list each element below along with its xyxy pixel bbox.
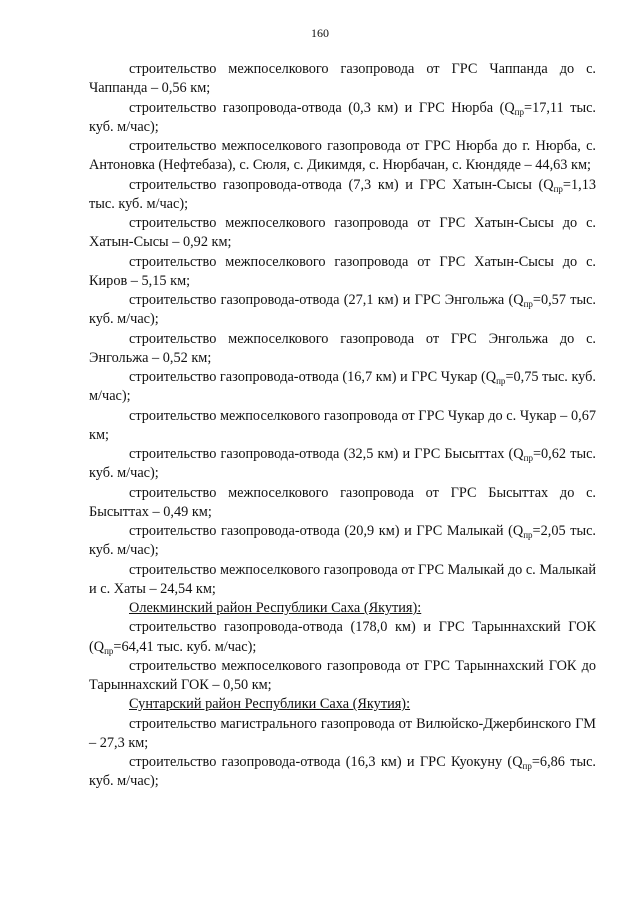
list-item (89, 484, 596, 523)
list-item (89, 137, 596, 176)
list-item (89, 368, 596, 407)
paragraph-text: строительство газопровода-отвода (0,3 км) и ГРС Нюрба (Q (129, 99, 515, 116)
list-item (89, 657, 596, 696)
paragraph-text: строительство межпоселкового газопровода от ГРС Хатын-Сысы до с. Хатын-Сысы – 0,92 км; (89, 215, 596, 251)
list-item (89, 330, 596, 369)
list-item (89, 522, 596, 561)
paragraph-text: строительство межпоселкового газопровода от ГРС Чукар до с. Чукар – 0,67 км; (89, 407, 596, 443)
list-item (89, 253, 596, 292)
paragraph-text: Сунтарский район Республики Саха (Якутия): (129, 696, 411, 713)
list-item (89, 715, 596, 754)
list-item (89, 214, 596, 253)
paragraph-text: строительство газопровода-отвода (16,7 км) и ГРС Чукар (Q (129, 369, 497, 385)
subscript-label: пр (104, 645, 114, 656)
paragraph-text: =17,11 тыс. куб. м/час); (89, 99, 596, 135)
subscript-label: пр (523, 453, 533, 463)
paragraph-text: =1,13 тыс. куб. м/час); (89, 176, 596, 212)
paragraph-text: =2,05 тыс. куб. м/час); (89, 523, 596, 559)
paragraph-text: строительство газопровода-отвода (27,1 км) и ГРС Энгольжа (Q (129, 292, 524, 308)
paragraph-text: строительство магистрального газопровода от Вилюйско-Джербинского ГМ – 27,3 км; (89, 715, 596, 751)
list-item (89, 99, 596, 138)
paragraph-text: =64,41 тыс. куб. м/час); (113, 638, 257, 655)
paragraph-text: строительство межпоселкового газопровода от ГРС Хатын-Сысы до с. Киров – 5,15 км; (89, 253, 596, 289)
paragraph-text: строительство межпоселкового газопровода от ГРС Нюрба до г. Нюрба, с. Антоновка (Нефтебаза), с. Сюля, с. Дикимдя, с. Нюрбачан, с. Кюндяде – 44,63 км; (89, 138, 596, 174)
paragraph-text: строительство газопровода-отвода (16,3 км) и ГРС Куокуну (Q (129, 754, 523, 770)
section-heading (89, 599, 596, 618)
paragraph-text: Олекминский район Республики Саха (Якутия): (129, 600, 422, 616)
subscript-label: пр (522, 761, 532, 771)
list-item (89, 753, 596, 792)
list-item (89, 618, 596, 657)
paragraph-text: строительство межпоселкового газопровода от ГРС Малыкай до с. Малыкай и с. Хаты – 24,54 км; (89, 561, 596, 597)
section-heading (89, 695, 596, 714)
paragraph-text: строительство межпоселкового газопровода от ГРС Энгольжа до с. Энгольжа – 0,52 км; (89, 330, 596, 366)
subscript-label: пр (523, 299, 533, 309)
subscript-label: пр (514, 106, 524, 117)
subscript-label: пр (523, 530, 533, 540)
subscript-label: пр (553, 183, 563, 194)
list-item (89, 176, 596, 215)
paragraph-text: строительство газопровода-отвода (7,3 км) и ГРС Хатын-Сысы (Q (129, 176, 554, 193)
subscript-label: пр (496, 376, 506, 386)
paragraph-text: строительство газопровода-отвода (178,0 км) и ГРС Тарыннахский ГОК (Q (89, 619, 596, 655)
paragraph-text: строительство газопровода-отвода (32,5 км) и ГРС Бысыттах (Q (129, 446, 524, 462)
list-item (89, 407, 596, 446)
document-body (89, 60, 596, 792)
list-item (89, 60, 596, 99)
list-item (89, 445, 596, 484)
page-number: 160 (311, 26, 329, 40)
paragraph-text: =0,75 тыс. куб. м/час); (89, 369, 596, 405)
paragraph-text: =6,86 тыс. куб. м/час); (89, 754, 597, 790)
paragraph-text: строительство газопровода-отвода (20,9 км) и ГРС Малыкай (Q (129, 523, 524, 539)
paragraph-text: строительство межпоселкового газопровода от ГРС Чаппанда до с. Чаппанда – 0,56 км; (89, 61, 596, 97)
paragraph-text: =0,57 тыс. куб. м/час); (89, 292, 596, 328)
paragraph-text: строительство межпоселкового газопровода от ГРС Тарыннахский ГОК до Тарыннахский ГОК – 0,50 км; (89, 657, 596, 693)
list-item (89, 561, 596, 600)
list-item (89, 291, 596, 330)
paragraph-text: строительство межпоселкового газопровода от ГРС Бысыттах до с. Бысыттах – 0,49 км; (89, 484, 596, 520)
paragraph-text: =0,62 тыс. куб. м/час); (89, 446, 596, 482)
